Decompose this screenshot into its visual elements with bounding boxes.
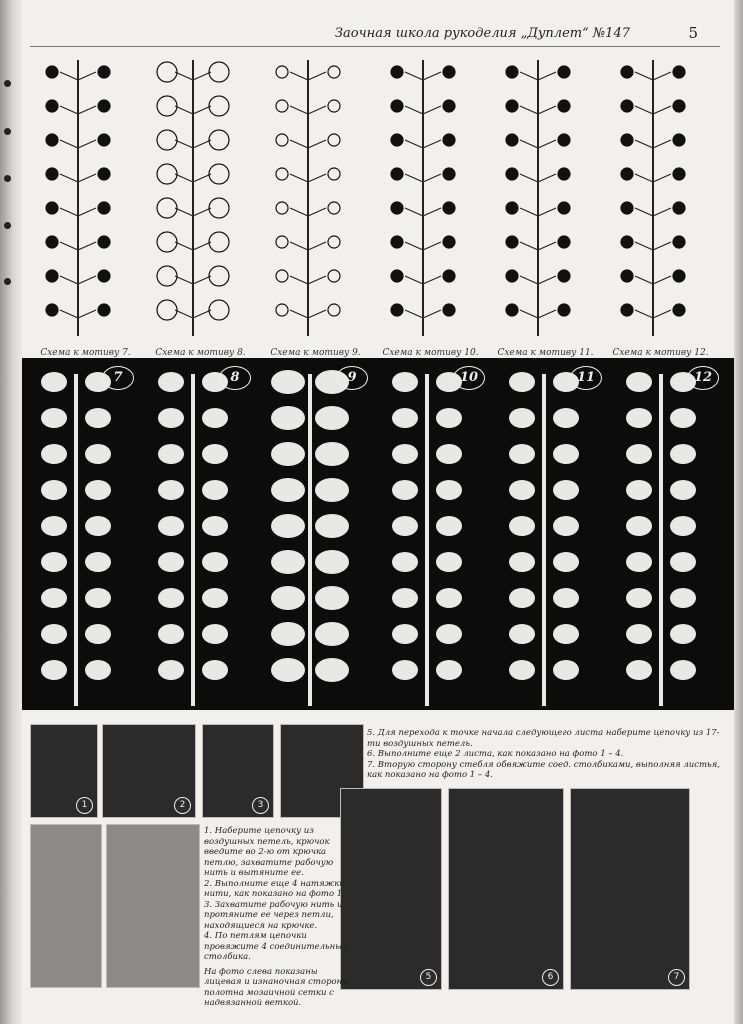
- page-header: [30, 22, 720, 47]
- bead-icon: [4, 222, 11, 229]
- lace-branch-icon: [145, 358, 261, 710]
- lace-branch-icon: [379, 358, 495, 710]
- motif-photo-10: [379, 358, 495, 710]
- motif-number: 10: [453, 366, 485, 390]
- instruction-step-4: 4. По петлям цепочки провяжите 4 соединительных столбика.: [204, 931, 347, 962]
- scheme-caption: Схема к мотиву 7.: [40, 348, 131, 358]
- step-photo-5: 5: [340, 788, 442, 990]
- motif-photo-11: [496, 358, 612, 710]
- motif-number: 9: [336, 366, 368, 390]
- mesh-photo-back: [106, 824, 200, 988]
- motif-photo-9: [262, 358, 378, 710]
- step-photo-6: 6: [448, 788, 564, 990]
- stem-scheme-icon: [603, 46, 718, 342]
- motif-photo-7: [28, 358, 144, 710]
- motif-photo-12: [613, 358, 729, 710]
- instruction-step-6: 6. Выполните еще 2 листа, как показано на фото 1 – 4.: [367, 749, 624, 759]
- instruction-step-7: 7. Вторую сторону стебля обвяжите соед. столбиками, выполняя листья, как показано на фото 1 – 4.: [367, 759, 720, 780]
- bead-icon: [4, 278, 11, 285]
- instruction-step-1: 1. Наберите цепочку из воздушных петель, крючок введите во 2-ю от крючка петлю, захватите рабочую нить и вытяните ее.: [204, 826, 334, 878]
- schemes-row: [28, 46, 728, 358]
- page-number: 5: [688, 24, 698, 42]
- bead-icon: [4, 175, 11, 182]
- motif-number: 7: [102, 366, 134, 390]
- motif-number: 11: [570, 366, 602, 390]
- motif-number: 12: [687, 366, 719, 390]
- stem-scheme-icon: [28, 46, 143, 342]
- scheme-7: [28, 46, 143, 358]
- instruction-step-5: 5. Для перехода к точке начала следующего листа наберите цепочку из 17-ти воздушных петель.: [367, 728, 720, 749]
- instruction-note: На фото слева показаны лицевая и изнаночная стороны полотна мозаичной сетки с надвязанной веткой.: [204, 966, 350, 1008]
- scheme-10: [373, 46, 488, 358]
- steps-section: [22, 716, 734, 1024]
- lace-branch-icon: [613, 358, 729, 710]
- step-photo-1: 1: [30, 724, 98, 818]
- stem-scheme-icon: [373, 46, 488, 342]
- instructions-left: [204, 826, 354, 1009]
- scheme-caption: Схема к мотиву 9.: [270, 348, 361, 358]
- scheme-8: [143, 46, 258, 358]
- motif-photo-8: [145, 358, 261, 710]
- motifs-photo: [22, 358, 734, 710]
- scheme-caption: Схема к мотиву 11.: [497, 348, 594, 358]
- lace-branch-icon: [262, 358, 378, 710]
- scheme-caption: Схема к мотиву 8.: [155, 348, 246, 358]
- bead-icon: [4, 80, 11, 87]
- scheme-12: [603, 46, 718, 358]
- lace-branch-icon: [28, 358, 144, 710]
- step-photo-7: 7: [570, 788, 690, 990]
- magazine-title: Заочная школа рукоделия „Дуплет“ №147: [334, 26, 630, 41]
- scheme-9: [258, 46, 373, 358]
- stem-scheme-icon: [258, 46, 373, 342]
- step-photo-2: 2: [102, 724, 196, 818]
- scheme-11: [488, 46, 603, 358]
- instructions-right: [367, 728, 727, 781]
- lace-branch-icon: [496, 358, 612, 710]
- stem-scheme-icon: [143, 46, 258, 342]
- step-photo-3: 3: [202, 724, 274, 818]
- scheme-caption: Схема к мотиву 12.: [612, 348, 709, 358]
- stem-scheme-icon: [488, 46, 603, 342]
- motif-number: 8: [219, 366, 251, 390]
- mesh-photo-front: [30, 824, 102, 988]
- previous-page-edge: [0, 0, 22, 1024]
- page-edge: [734, 0, 743, 1024]
- bead-icon: [4, 128, 11, 135]
- scheme-caption: Схема к мотиву 10.: [382, 348, 479, 358]
- instruction-step-3: 3. Захватите рабочую нить и протяните ее через петли, находящиеся на крючке.: [204, 899, 343, 931]
- instruction-step-2: 2. Выполните еще 4 натяжки нити, как показано на фото 1.: [204, 878, 345, 899]
